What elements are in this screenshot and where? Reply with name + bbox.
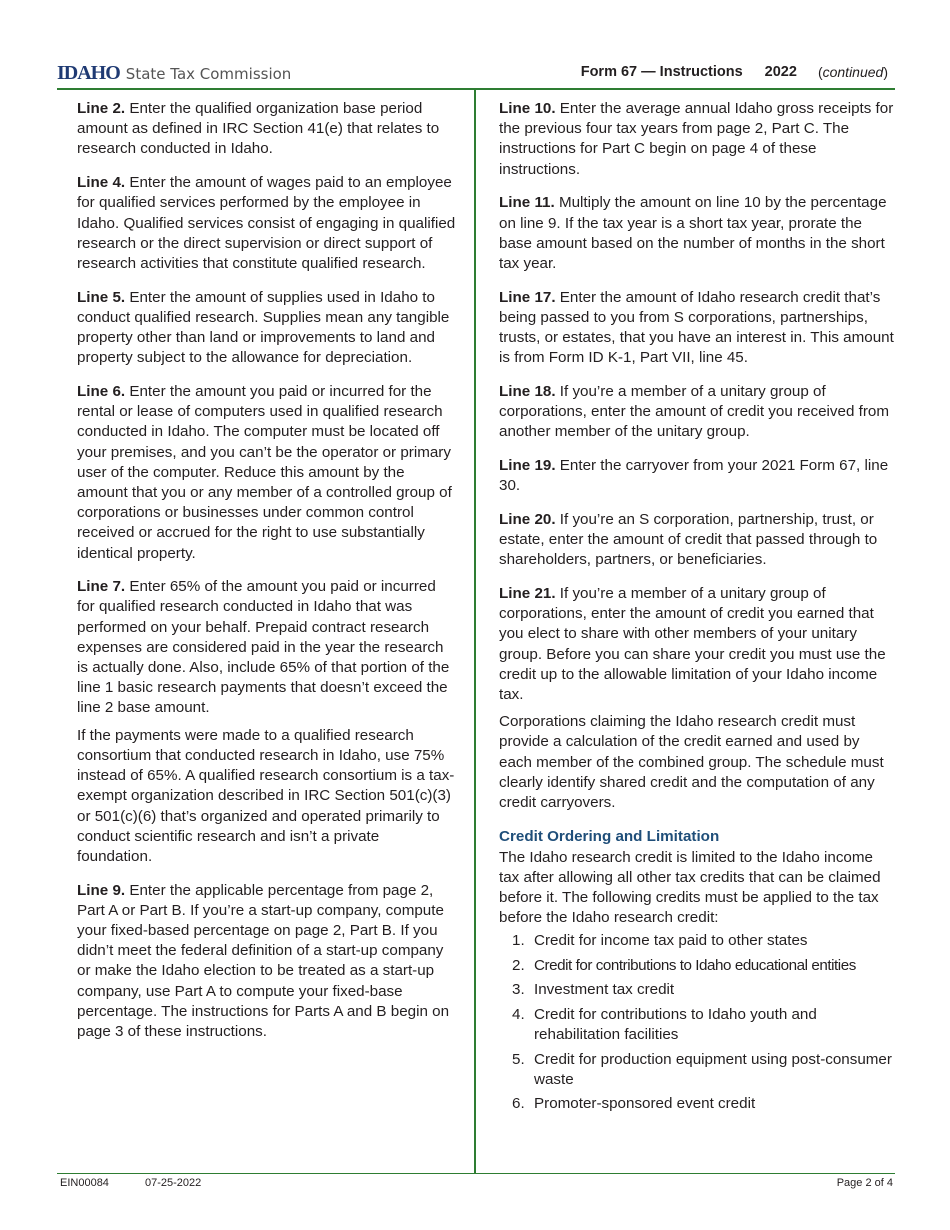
instruction-line-10: Line 10. Enter the average annual Idaho gross receipts for the previous four tax years from page 2, Part C. The instructions for Part C begin on page 4 of these instructions. (499, 100, 894, 178)
corporations-paragraph: Corporations claiming the Idaho research credit must provide a calculation of the credit earned and used by each member of the combined group. The schedule must clearly identify shared credit and the computation of any credit carryovers. (499, 713, 884, 812)
instruction-line-21: Line 21. If you’re a member of a unitary group of corporations, enter the amount of credit you earned that you elect to share with other members of your unitary group. Before you can share your credit you must use the credit up to the allowable limitation of your Idaho income tax. (499, 585, 886, 704)
instruction-line-17: Line 17. Enter the amount of Idaho research credit that’s being passed to you from S corporations, partnerships, trusts, or estates, that you have an interest in. This amount is from Form ID K-1, Part VII, line 45. (499, 288, 894, 367)
continued-label: ( continued ) (818, 64, 888, 80)
list-item: 2. Credit for contributions to Idaho educational entities (512, 956, 856, 974)
instruction-line-9: Line 9. Enter the applicable percentage from page 2, Part A or Part B. If you’re a start-up company, compute your fixed-based percentage on page 2, Part B. If you didn’t meet the federal definition of a start-up company or make the Idaho election to be treated as a start-up company, use Part A to compute your fixed-base percentage. The instructions for Parts A and B begin on page 3 of these instructions. (77, 881, 450, 1041)
instruction-line-2: Line 2. Enter the qualified organization base period amount as defined in IRC Section 41(e) that relates to research conducted in Idaho. (77, 100, 440, 158)
footer-form-id: EIN00084 (60, 1177, 109, 1189)
footer-page-number: Page 2 of 4 (836, 1177, 893, 1189)
instruction-line-20: Line 20. If you’re an S corporation, partnership, trust, or estate, enter the amount of credit that passed through to shareholders, partners, or beneficiaries. (499, 510, 878, 569)
header-rule (57, 88, 895, 90)
column-divider (474, 90, 476, 1174)
instruction-line-19: Line 19. Enter the carryover from your 2021 Form 67, line 30. (499, 457, 889, 495)
instruction-line-7: Line 7. Enter 65% of the amount you paid or incurred for qualified research conducted in Idaho that was performed on your behalf. Prepaid contract research expenses are considered paid in the year the research is actually done. Also, include 65% of that portion of the line 1 basic research payments that doesn’t exceed the line 2 base amount. (77, 578, 450, 717)
credit-ordering-heading: Credit Ordering and Limitation (499, 828, 720, 846)
footer-rule (57, 1173, 895, 1174)
agency-name: State Tax Commission (125, 65, 292, 83)
idaho-logo-mark: IDAHO (57, 62, 120, 84)
list-item: 3. Investment tax credit (512, 981, 675, 999)
list-item: 5. Credit for production equipment using post-consumer waste (512, 1050, 892, 1088)
instruction-line-11: Line 11. Multiply the amount on line 10 by the percentage on line 9. If the tax year is a short tax year, prorate the base amount based on the number of months in the short tax year. (499, 194, 887, 272)
page-header (0, 0, 950, 90)
instruction-line-18: Line 18. If you’re a member of a unitary group of corporations, enter the amount of credit you received from another member of the unitary group. (499, 382, 890, 441)
credit-ordering-intro: The Idaho research credit is limited to the Idaho income tax after allowing all other tax credits that can be claimed before it. The following credits must be applied to the tax before the Idaho research credit: (499, 848, 881, 927)
right-column (499, 99, 895, 1119)
instruction-line-4: Line 4. Enter the amount of wages paid to an employee for qualified services performed by the employee in Idaho. Qualified services consist of engaging in qualified research or the direct supervision or direct support of research activities that constitute qualified research. (77, 174, 456, 272)
instruction-line-6: Line 6. Enter the amount you paid or incurred for the rental or lease of computers used in qualified research conducted in Idaho. The computer must be located off your premises, and you can’t be the operator or primary user of the computer. Reduce this amount by the amount that you or any member of a controlled group of corporations or businesses under common control received or accrued for the right to use substantially identical property. (77, 382, 452, 562)
list-item: 4. Credit for contributions to Idaho youth and rehabilitation facilities (512, 1005, 817, 1044)
instruction-line-5: Line 5. Enter the amount of supplies used in Idaho to conduct qualified research. Supplies mean any tangible property other than land or improvements to land and property subject to the allowance for depreciation. (77, 288, 450, 367)
form-year: 2022 (764, 64, 797, 80)
agency-logo (57, 62, 291, 84)
footer-date: 07-25-2022 (145, 1177, 202, 1189)
consortium-paragraph: If the payments were made to a qualified research consortium that conducted research in Idaho, use 75% instead of 65%. A qualified research consortium is a tax-exempt organization described in IRC Section 501(c)(3) or 501(c)(6) that’s organized and operated primarily to conduct scientific research and isn’t a private foundation. (77, 726, 455, 865)
list-item: 6. Promoter-sponsored event credit (512, 1095, 756, 1113)
left-column (77, 99, 457, 1056)
form-title: Form 67 — Instructions (580, 64, 743, 80)
credit-ordering-list (499, 931, 895, 1114)
form-heading (581, 64, 888, 80)
list-item: 1. Credit for income tax paid to other states (512, 932, 808, 950)
